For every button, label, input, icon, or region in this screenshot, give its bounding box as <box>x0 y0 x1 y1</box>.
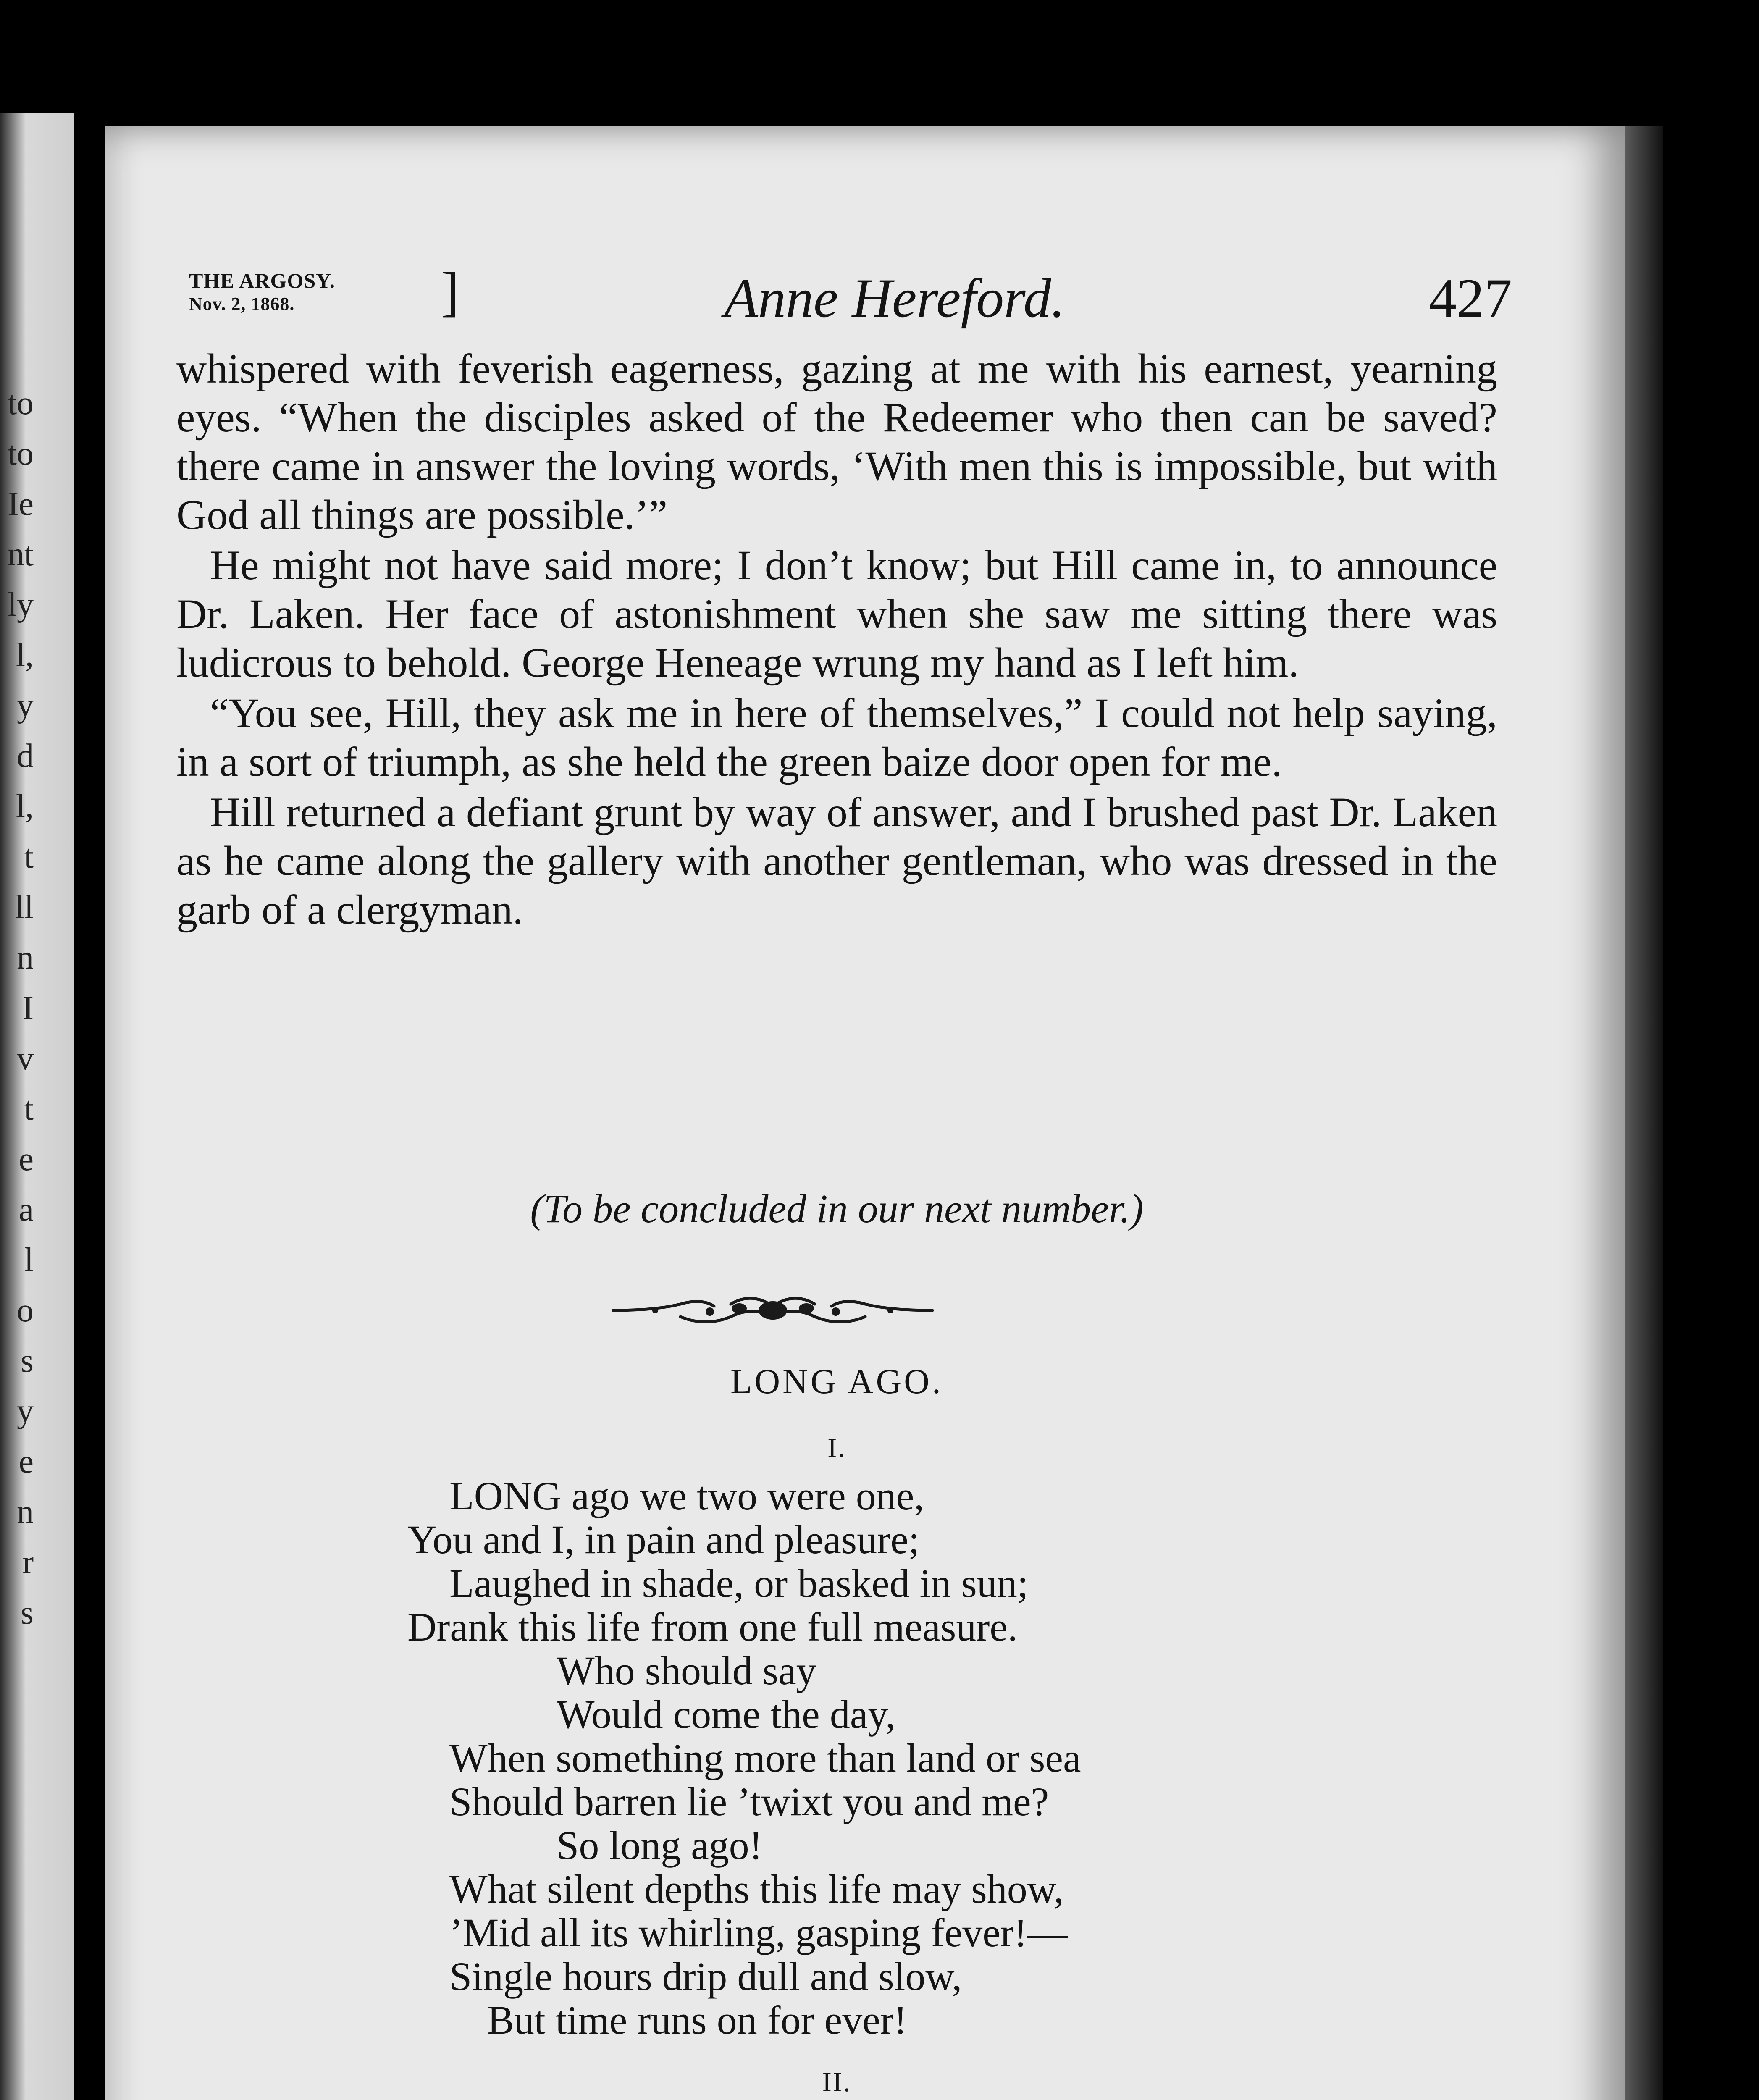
continuation-note: (To be concluded in our next number.) <box>530 1186 1144 1231</box>
poem-line: Would come the day, <box>557 1692 896 1737</box>
poem-line: You and I, in pain and pleasure; <box>407 1517 920 1562</box>
margin-fragment: e <box>18 1443 34 1480</box>
margin-fragment: nt <box>7 536 34 573</box>
story-text <box>176 344 1497 934</box>
poem-line: Who should say <box>557 1648 816 1693</box>
paragraph: “You see, Hill, they ask me in here of themselves,” I could not help saying, in a sort of triumph, as she held the green baize door open for me. <box>176 690 1497 785</box>
paragraph: He might not have said more; I don’t know; but Hill came in, to announce Dr. Laken. Her face of astonishment when she saw me sitting there was ludicrous to behold. George Heneage wrung my hand as I left him. <box>176 542 1497 686</box>
paragraph: Hill returned a defiant grunt by way of answer, and I brushed past Dr. Laken as he came along the gallery with another gentleman, who was dressed in the garb of a clergyman. <box>176 789 1497 933</box>
paragraph: whispered with feverish eagerness, gazing at me with his earnest, yearning eyes. “When the disciples asked of the Redeemer who then can be saved? there came in answer the loving words, ‘With men this is impossible, but with God all things are possible.’” <box>176 345 1497 538</box>
poem-line: LONG ago we two were one, <box>449 1473 924 1518</box>
poem-line: Single hours drip dull and slow, <box>449 1954 962 1999</box>
margin-fragment: n <box>17 1494 34 1530</box>
stanza-numeral: I. <box>827 1433 846 1463</box>
header-bracket: ] <box>441 262 459 322</box>
book-page <box>105 126 1625 2100</box>
margin-fragment: a <box>18 1191 34 1228</box>
margin-fragment: t <box>24 838 34 875</box>
previous-page-margin-text <box>0 378 34 2100</box>
page-number: 427 <box>1429 267 1512 329</box>
margin-fragment: l, <box>16 788 34 825</box>
poem-line: What silent depths this life may show, <box>449 1866 1064 1911</box>
margin-fragment: l, <box>16 637 34 674</box>
margin-fragment: r <box>22 1544 34 1581</box>
margin-fragment: ly <box>7 586 34 623</box>
poem-line: So long ago! <box>557 1823 763 1868</box>
page-gutter <box>1625 126 1663 2100</box>
margin-fragment: y <box>17 687 34 724</box>
margin-fragment: y <box>17 1393 34 1430</box>
margin-fragment: to <box>7 435 34 472</box>
margin-fragment: n <box>17 939 34 976</box>
margin-fragment: Ie <box>7 486 34 522</box>
margin-fragment: e <box>18 1141 34 1178</box>
stanza-numeral: II. <box>822 2067 852 2097</box>
margin-fragment: l <box>24 1242 34 1278</box>
margin-fragment: ll <box>15 889 34 926</box>
margin-fragment: t <box>24 1090 34 1127</box>
margin-fragment: s <box>20 1594 34 1631</box>
margin-fragment: d <box>17 738 34 774</box>
poem-line: When something more than land or sea <box>449 1735 1081 1780</box>
periodical-name: THE ARGOSY. <box>189 269 336 292</box>
margin-fragment: s <box>20 1342 34 1379</box>
issue-date: Nov. 2, 1868. <box>189 294 295 314</box>
margin-fragment: o <box>17 1292 34 1329</box>
margin-fragment: v <box>17 1040 34 1077</box>
margin-fragment: to <box>7 385 34 422</box>
page-title: Anne Hereford. <box>724 267 1065 329</box>
poem-line: Should barren lie ’twixt you and me? <box>449 1779 1049 1824</box>
poem-line: But time runs on for ever! <box>487 1998 907 2042</box>
poem-title: LONG AGO. <box>730 1362 943 1401</box>
poem-line: Laughed in shade, or basked in sun; <box>449 1561 1029 1606</box>
poem-line: ’Mid all its whirling, gasping fever!— <box>449 1910 1068 1955</box>
margin-fragment: I <box>22 990 34 1026</box>
poem-line: Drank this life from one full measure. <box>407 1604 1018 1649</box>
ornament-divider <box>605 1287 941 1334</box>
running-head <box>189 269 483 316</box>
